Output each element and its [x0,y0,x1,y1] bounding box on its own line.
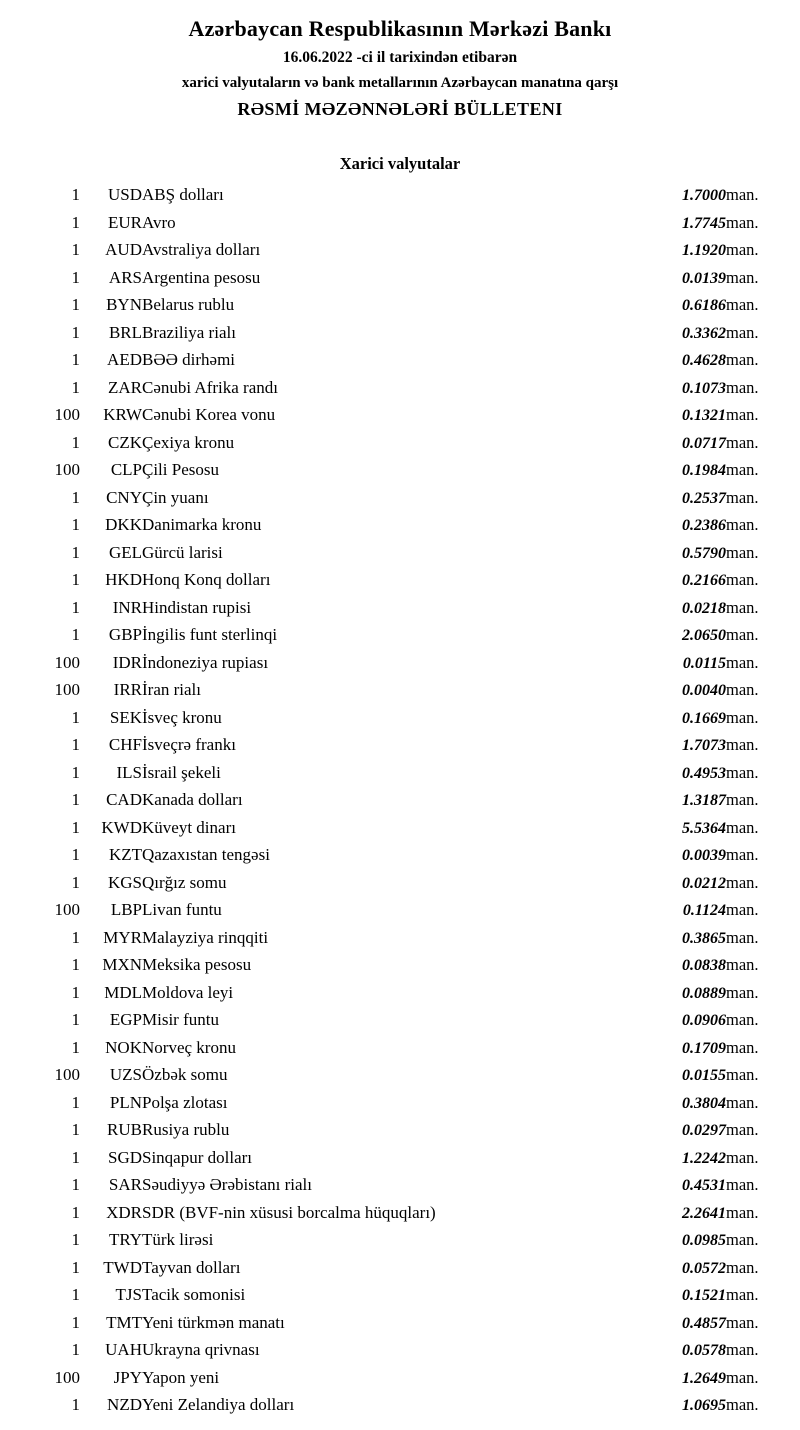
currency-code: KGS [107,872,142,892]
table-row [28,567,772,595]
currency-rate-unit: man. [726,735,759,754]
currency-code: USD [107,185,142,204]
table-row [28,402,772,430]
currency-name: Gürcü larisi [142,542,223,562]
currency-rate-unit: man. [726,982,759,1002]
currency-rate-value: 0.0139 [682,269,726,287]
currency-rate-value: 0.0212 [682,874,726,892]
currency-code: XDR [106,1202,142,1222]
currency-name: Belarus rublu [142,295,235,314]
currency-code: ILS [116,762,142,782]
currency-code: CZK [108,432,142,452]
table-row [28,265,772,293]
currency-name: Ukrayna qrivnası [142,1340,260,1359]
currency-quantity: 100 [54,1065,80,1084]
table-row [28,925,772,953]
currency-quantity: 1 [71,955,80,974]
currency-name: İngilis funt sterlinqi [142,625,278,644]
currency-rate-unit: man. [726,322,759,342]
currency-name: Yeni türkmən manatı [142,1312,285,1332]
currency-rate-unit: man. [726,570,759,589]
table-row [28,842,772,870]
currency-rate-value: 0.2537 [682,489,726,507]
currency-quantity: 1 [71,267,80,287]
currency-name: Norveç kronu [142,1037,236,1057]
currency-rate-value: 0.0906 [682,1012,726,1029]
table-row [28,815,772,843]
currency-quantity: 100 [54,460,80,479]
currency-code: SGD [107,1147,142,1167]
document-subtitle: xarici valyutaların və bank metallarının Azərbaycan manatına qarşı [181,75,619,91]
currency-quantity: 1 [71,1257,80,1277]
currency-name: Yapon yeni [142,1367,220,1387]
currency-rate-unit: man. [726,377,759,397]
currency-quantity: 100 [54,900,80,919]
currency-code: TRY [108,1230,142,1249]
currency-rate-value: 0.6186 [682,297,726,314]
currency-code: UZS [109,1065,142,1084]
currency-rate-unit: man. [726,845,759,864]
currency-code: ZAR [108,377,142,397]
currency-rate-unit: man. [726,1230,759,1249]
currency-code: AED [107,350,142,369]
table-row [28,677,772,705]
currency-quantity: 1 [71,597,80,617]
currency-rate-unit: man. [726,350,759,369]
currency-rate-unit: man. [726,625,759,644]
currency-code: ARS [108,267,142,287]
currency-name: Danimarka kronu [142,515,262,534]
currency-rate-unit: man. [726,185,759,204]
currency-code: RUB [107,1120,142,1139]
table-row [28,1200,772,1228]
currency-quantity: 1 [71,1285,80,1304]
currency-rate-unit: man. [726,707,759,727]
currency-code: JPY [113,1367,142,1387]
document-header [28,16,772,120]
effective-date-line: 16.06.2022 -ci il tarixindən etibarən [282,49,518,66]
currency-name: Rusiya rublu [142,1120,230,1139]
table-row [28,1227,772,1255]
currency-rate-value: 1.2242 [682,1149,726,1167]
table-row [28,320,772,348]
table-row [28,1337,772,1365]
currency-name: SDR (BVF-nin xüsusi borcalma hüquqları) [142,1202,436,1222]
currency-code: LBP [110,900,142,919]
currency-code: TMT [106,1312,142,1332]
table-row [28,705,772,733]
currency-name: Qırğız somu [142,872,227,892]
currency-quantity: 1 [71,817,80,837]
currency-rate-value: 0.3865 [682,929,726,947]
currency-rate-value: 1.0695 [682,1397,726,1414]
currency-rate-unit: man. [726,680,759,699]
currency-rate-unit: man. [726,240,759,259]
currency-name: Argentina pesosu [142,267,261,287]
currency-code: MXN [102,955,142,974]
currency-code: GBP [108,625,142,644]
table-row [28,952,772,980]
currency-rate-value: 0.1321 [682,407,726,424]
currency-rate-value: 0.0039 [682,847,726,864]
currency-rate-value: 0.4531 [682,1177,726,1194]
currency-rate-unit: man. [726,817,759,837]
currency-rate-value: 0.2386 [682,517,726,534]
currency-name: Braziliya rialı [142,322,236,342]
currency-code: PLN [109,1092,142,1112]
currency-name: İsrail şekeli [142,762,221,782]
currency-rate-value: 0.1669 [682,709,726,727]
table-row [28,1310,772,1338]
currency-rate-value: 0.4953 [682,764,726,782]
currency-rate-unit: man. [726,515,759,534]
currency-code: MDL [104,982,142,1002]
table-row [28,1172,772,1200]
table-row [28,512,772,540]
currency-rate-unit: man. [726,900,759,919]
currency-quantity: 1 [71,295,80,314]
currency-rate-value: 0.4628 [682,352,726,369]
currency-name: Çili Pesosu [142,460,219,479]
currency-rate-value: 0.0572 [682,1259,726,1277]
currency-name: ABŞ dolları [142,185,224,204]
currency-rate-value: 0.2166 [682,572,726,589]
currency-name: Tayvan dolları [142,1257,241,1277]
currency-rate-unit: man. [726,212,759,232]
table-row [28,430,772,458]
currency-name: İsveçrə frankı [142,735,236,754]
table-row [28,760,772,788]
currency-quantity: 1 [71,240,80,259]
currency-rate-value: 0.1521 [682,1287,726,1304]
currency-name: Hindistan rupisi [142,597,252,617]
currency-quantity: 1 [71,212,80,232]
currency-rate-unit: man. [726,762,759,782]
currency-quantity: 100 [54,680,80,699]
currency-code: EUR [108,212,142,232]
bulletin-heading: RƏSMİ MƏZƏNNƏLƏRİ BÜLLETENI [237,99,563,119]
currency-name: İsveç kronu [142,707,222,727]
currency-rate-value: 5.5364 [682,819,726,837]
currency-name: Cənubi Korea vonu [142,405,276,424]
currency-rate-unit: man. [726,1285,759,1304]
currency-quantity: 100 [54,405,80,424]
currency-rate-value: 0.0838 [682,957,726,974]
currency-rate-value: 0.1984 [682,462,726,479]
currency-name: Küveyt dinarı [142,817,236,837]
currency-quantity: 1 [71,1230,80,1249]
currency-quantity: 1 [71,790,80,809]
table-row [28,375,772,403]
exchange-rates-table [28,182,772,1420]
table-row [28,1062,772,1090]
currency-quantity: 1 [71,1010,80,1029]
currency-rate-unit: man. [726,955,759,974]
currency-quantity: 1 [71,845,80,864]
currency-name: Özbək somu [142,1065,228,1084]
currency-rate-unit: man. [726,872,759,892]
currency-name: İndoneziya rupiası [142,652,269,672]
currency-code: GEL [108,542,142,562]
currency-rate-unit: man. [726,405,759,424]
currency-quantity: 1 [71,735,80,754]
currency-rate-value: 0.0040 [682,682,726,699]
currency-quantity: 1 [71,927,80,947]
currency-rate-unit: man. [726,790,759,809]
currency-quantity: 1 [71,542,80,562]
currency-quantity: 1 [71,350,80,369]
currency-rate-unit: man. [726,1065,759,1084]
currency-rate-unit: man. [726,597,759,617]
table-row [28,897,772,925]
currency-rate-value: 1.1920 [682,242,726,259]
table-row [28,622,772,650]
currency-code: MYR [103,927,142,947]
currency-rate-unit: man. [726,1202,759,1222]
currency-rate-unit: man. [726,542,759,562]
currency-rate-value: 0.1709 [682,1039,726,1057]
currency-code: IRR [113,680,142,699]
currency-code: SAR [108,1175,142,1194]
currency-code: UAH [105,1340,142,1359]
currency-quantity: 1 [71,982,80,1002]
currency-code: IDR [112,652,142,672]
currency-name: Cənubi Afrika randı [142,377,278,397]
currency-rate-value: 2.2641 [682,1204,726,1222]
currency-name: Səudiyyə Ərəbistanı rialı [142,1175,312,1194]
currency-rate-value: 0.1073 [682,379,726,397]
currency-name: BƏƏ dirhəmi [142,350,236,369]
currency-quantity: 1 [71,1092,80,1112]
currency-quantity: 1 [71,707,80,727]
currency-name: Polşa zlotası [142,1092,228,1112]
currency-name: Moldova leyi [142,982,234,1002]
currency-code: BRL [108,322,142,342]
currency-code: CNY [106,487,142,507]
currency-name: Misir funtu [142,1010,219,1029]
currency-rate-value: 1.7000 [682,187,726,204]
currency-code: NOK [105,1037,142,1057]
currency-quantity: 1 [71,1147,80,1167]
currency-rate-unit: man. [726,432,759,452]
table-row [28,1255,772,1283]
currency-quantity: 1 [71,1395,80,1414]
table-row [28,650,772,678]
currency-quantity: 1 [71,185,80,204]
currency-code: KRW [103,405,142,424]
currency-rate-value: 0.0155 [682,1067,726,1084]
table-row [28,457,772,485]
currency-rate-unit: man. [726,1120,759,1139]
table-row [28,1145,772,1173]
currency-rate-unit: man. [726,1340,759,1359]
currency-name: Çexiya kronu [142,432,235,452]
page-title: Azərbaycan Respublikasının Mərkəzi Bankı [188,16,612,41]
table-row [28,540,772,568]
currency-code: DKK [105,515,142,534]
table-row [28,1282,772,1310]
currency-name: Çin yuanı [142,487,209,507]
currency-name: Qazaxıstan tengəsi [142,845,270,864]
currency-quantity: 1 [71,322,80,342]
currency-name: Meksika pesosu [142,955,252,974]
currency-name: Livan funtu [142,900,222,919]
currency-code: INR [112,597,142,617]
currency-rate-value: 0.1124 [682,902,726,919]
currency-name: Honq Konq dolları [142,570,271,589]
currency-rate-unit: man. [726,927,759,947]
currency-rate-value: 0.4857 [682,1314,726,1332]
table-row [28,1007,772,1035]
currency-rate-value: 1.2649 [682,1369,726,1387]
currency-code: CHF [108,735,142,754]
table-row [28,870,772,898]
currency-quantity: 1 [71,1340,80,1359]
currency-code: KWD [101,817,142,837]
currency-rate-value: 0.0578 [682,1342,726,1359]
currency-quantity: 1 [71,432,80,452]
currency-code: NZD [107,1395,142,1414]
currency-code: CLP [110,460,142,479]
currency-rate-unit: man. [726,1147,759,1167]
currency-quantity: 100 [54,1367,80,1387]
currency-code: KZT [108,845,142,864]
currency-name: Kanada dolları [142,790,243,809]
currency-rate-value: 1.7745 [682,214,726,232]
currency-quantity: 1 [71,625,80,644]
currency-rate-unit: man. [726,295,759,314]
table-row [28,1392,772,1420]
currency-quantity: 100 [54,652,80,672]
currency-code: AUD [105,240,142,259]
currency-name: Yeni Zelandiya dolları [142,1395,295,1414]
currency-code: TJS [115,1285,142,1304]
currency-name: İran rialı [142,680,201,699]
currency-rate-unit: man. [726,460,759,479]
currency-quantity: 1 [71,1312,80,1332]
currency-quantity: 1 [71,1175,80,1194]
table-row [28,347,772,375]
currency-name: Sinqapur dolları [142,1147,253,1167]
currency-rate-unit: man. [726,652,759,672]
currency-quantity: 1 [71,1037,80,1057]
currency-rate-value: 0.0218 [682,599,726,617]
currency-rate-unit: man. [726,487,759,507]
table-row [28,1117,772,1145]
currency-quantity: 1 [71,487,80,507]
currency-rate-unit: man. [726,1367,759,1387]
table-row [28,1035,772,1063]
currency-code: SEK [109,707,142,727]
currency-code: HKD [105,570,142,589]
currency-rate-value: 0.3362 [682,324,726,342]
currency-code: EGP [109,1010,142,1029]
currency-code: BYN [106,295,142,314]
table-row [28,980,772,1008]
currency-rate-value: 1.7073 [682,737,726,754]
currency-rate-unit: man. [726,1175,759,1194]
currency-rate-unit: man. [726,1312,759,1332]
currency-code: TWD [103,1257,142,1277]
currency-rate-value: 0.5790 [682,544,726,562]
currency-rate-unit: man. [726,1010,759,1029]
currency-quantity: 1 [71,515,80,534]
currency-name: Malayziya rinqqiti [142,927,269,947]
table-row [28,210,772,238]
currency-name: Avstraliya dolları [142,240,261,259]
currency-rate-value: 0.0717 [682,434,726,452]
currency-rate-unit: man. [726,267,759,287]
table-row [28,485,772,513]
currency-rate-value: 0.0889 [682,984,726,1002]
currency-quantity: 1 [71,1120,80,1139]
table-row [28,787,772,815]
currency-rate-unit: man. [726,1395,759,1414]
table-row [28,732,772,760]
currency-name: Tacik somonisi [142,1285,246,1304]
currency-rate-unit: man. [726,1037,759,1057]
currency-rate-unit: man. [726,1092,759,1112]
table-row [28,1090,772,1118]
currency-quantity: 1 [71,762,80,782]
table-row [28,292,772,320]
table-row [28,1365,772,1393]
currency-rate-value: 0.0985 [682,1232,726,1249]
table-row [28,237,772,265]
currency-rate-unit: man. [726,1257,759,1277]
currency-rate-value: 0.0297 [682,1122,726,1139]
currency-name: Türk lirəsi [142,1230,214,1249]
currency-rate-value: 1.3187 [682,792,726,809]
currency-quantity: 1 [71,1202,80,1222]
currency-name: Avro [142,212,176,232]
table-row [28,595,772,623]
section-title-foreign-currencies: Xarici valyutalar [339,154,461,173]
currency-rate-value: 0.3804 [682,1094,726,1112]
currency-quantity: 1 [71,377,80,397]
exchange-rates-body [28,182,772,1420]
currency-rate-value: 0.0115 [682,654,726,672]
currency-code: CAD [106,790,142,809]
currency-rate-value: 2.0650 [682,627,726,644]
table-row [28,182,772,210]
currency-quantity: 1 [71,570,80,589]
currency-quantity: 1 [71,872,80,892]
